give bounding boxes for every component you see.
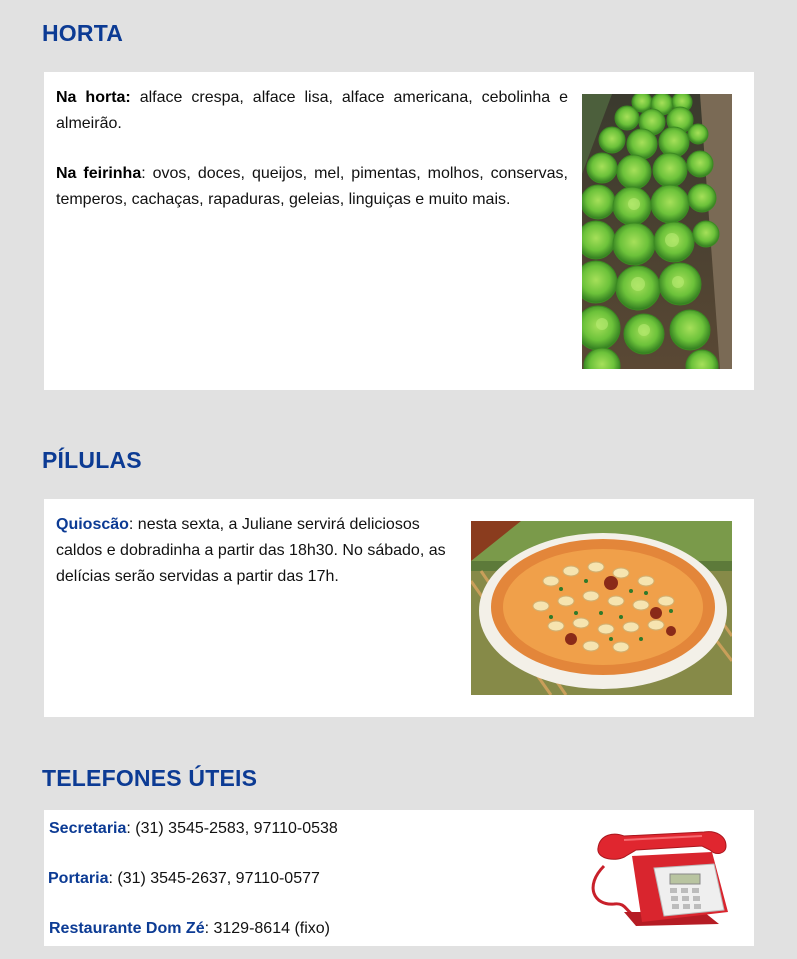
phone-label: Secretaria: [49, 820, 127, 837]
phone-item-restaurante: [49, 919, 330, 939]
phone-item-secretaria: [49, 819, 338, 839]
quioscao-text: : nesta sexta, a Juliane servirá deliciosos caldos e dobradinha a partir das 18h30. No sábado, as delícias serão servidas a partir das 17h.: [56, 516, 446, 585]
horta-card: [44, 72, 754, 390]
phone-item-portaria: [48, 869, 320, 889]
telefones-card: [44, 810, 754, 946]
phone-value: : (31) 3545-2583, 97110-0538: [126, 820, 338, 837]
horta-label: Na horta:: [56, 89, 131, 106]
section-title-horta: HORTA: [42, 20, 124, 46]
phone-label: Restaurante Dom Zé: [49, 920, 205, 937]
section-title-pilulas: PÍLULAS: [42, 447, 142, 473]
phone-value: : 3129-8614 (fixo): [204, 920, 330, 937]
quioscao-label: Quioscão: [56, 516, 129, 533]
feirinha-paragraph: [56, 161, 568, 213]
feirinha-label: Na feirinha: [56, 165, 142, 182]
phone-label: Portaria: [48, 870, 109, 887]
horta-paragraph: [56, 85, 568, 137]
lettuce-garden-image: [582, 94, 732, 369]
feirinha-text: : ovos, doces, queijos, mel, pimentas, molhos, conservas, temperos, cachaças, rapaduras, geleias, linguiças e muito mais.: [56, 165, 569, 208]
horta-text: alface crespa, alface lisa, alface americana, cebolinha e almeirão.: [56, 89, 568, 132]
pilulas-paragraph: [56, 512, 458, 590]
dish-photo: [471, 521, 732, 695]
section-title-telefones: TELEFONES ÚTEIS: [42, 765, 258, 791]
pilulas-card: [44, 499, 754, 717]
telephone-image: [584, 826, 736, 934]
phone-value: : (31) 3545-2637, 97110-0577: [108, 870, 320, 887]
